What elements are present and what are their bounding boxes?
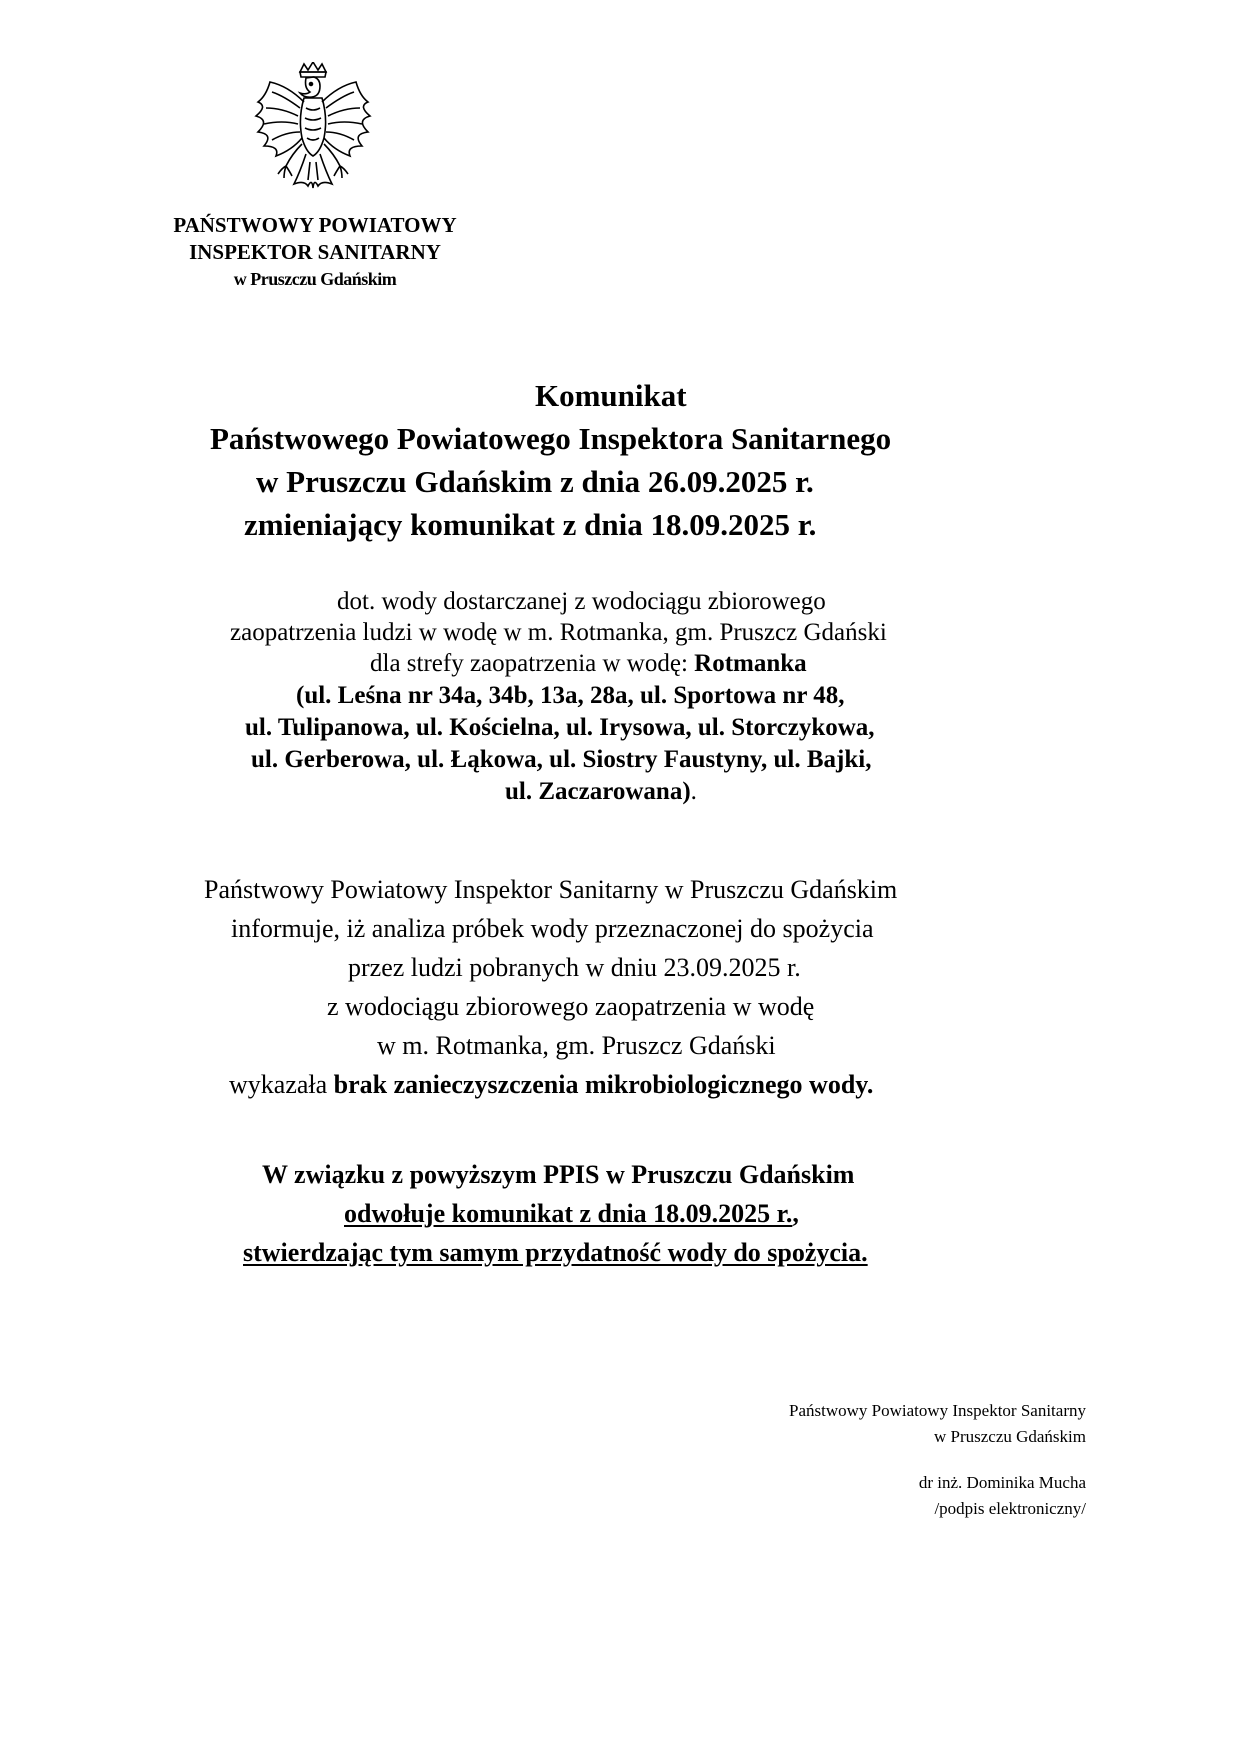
title-line-2: Państwowego Powiatowego Inspektora Sanitarnego <box>210 421 892 456</box>
signature-title: Państwowy Powiatowy Inspektor Sanitarny <box>788 1401 1086 1420</box>
subject-line-7: ul. Zaczarowana). <box>505 778 697 805</box>
signature-note: /podpis elektroniczny/ <box>934 1499 1086 1518</box>
subject-line-4: (ul. Leśna nr 34a, 34b, 13a, 28a, ul. Sportowa nr 48, <box>296 682 845 709</box>
title-line-3: w Pruszczu Gdańskim z dnia 26.09.2025 r. <box>256 464 814 499</box>
revocation-text: odwołuje komunikat z dnia 18.09.2025 r. <box>344 1199 793 1228</box>
body-line-5: w m. Rotmanka, gm. Pruszcz Gdański <box>377 1031 776 1060</box>
issuer-line-3: w Pruszczu Gdańskim <box>233 269 397 289</box>
title-line-4: zmieniający komunikat z dnia 18.09.2025 r. <box>244 507 817 542</box>
body-line-1: Państwowy Powiatowy Inspektor Sanitarny w Pruszczu Gdańskim <box>204 875 898 904</box>
body-line-2: informuje, iż analiza próbek wody przeznaczonej do spożycia <box>231 914 874 943</box>
result-text: brak zanieczyszczenia mikrobiologicznego wody. <box>333 1070 874 1099</box>
body-line-4: z wodociągu zbiorowego zaopatrzenia w wodę <box>327 992 815 1021</box>
body-line-6: wykazała brak zanieczyszczenia mikrobiologicznego wody. <box>229 1070 874 1099</box>
signatory-name: dr inż. Dominika Mucha <box>918 1473 1086 1492</box>
decision-line-1: W związku z powyższym PPIS w Pruszczu Gdańskim <box>262 1160 855 1189</box>
eagle-emblem <box>248 62 378 202</box>
body-line-3: przez ludzi pobranych w dniu 23.09.2025 r. <box>348 953 801 982</box>
title-line-1: Komunikat <box>535 378 687 413</box>
decision-line-3: stwierdzając tym samym przydatność wody do spożycia. <box>243 1238 868 1267</box>
issuer-line-2: INSPEKTOR SANITARNY <box>189 240 441 264</box>
zone-name: Rotmanka <box>694 650 807 677</box>
issuer-block <box>140 212 490 293</box>
subject-line-5: ul. Tulipanowa, ul. Kościelna, ul. Irysowa, ul. Storczykowa, <box>245 714 875 741</box>
subject-line-2: zaopatrzenia ludzi w wodę w m. Rotmanka, gm. Pruszcz Gdański <box>230 619 887 646</box>
subject-line-1: dot. wody dostarczanej z wodociągu zbiorowego <box>337 588 826 615</box>
issuer-line-1: PAŃSTWOWY POWIATOWY <box>173 213 457 237</box>
decision-line-2: odwołuje komunikat z dnia 18.09.2025 r., <box>344 1199 799 1228</box>
signature-office: w Pruszczu Gdańskim <box>933 1427 1086 1446</box>
subject-line-3: dla strefy zaopatrzenia w wodę: Rotmanka <box>370 650 807 677</box>
signature-block <box>789 1398 1086 1522</box>
subject-line-6: ul. Gerberowa, ul. Łąkowa, ul. Siostry Faustyny, ul. Bajki, <box>251 746 872 773</box>
